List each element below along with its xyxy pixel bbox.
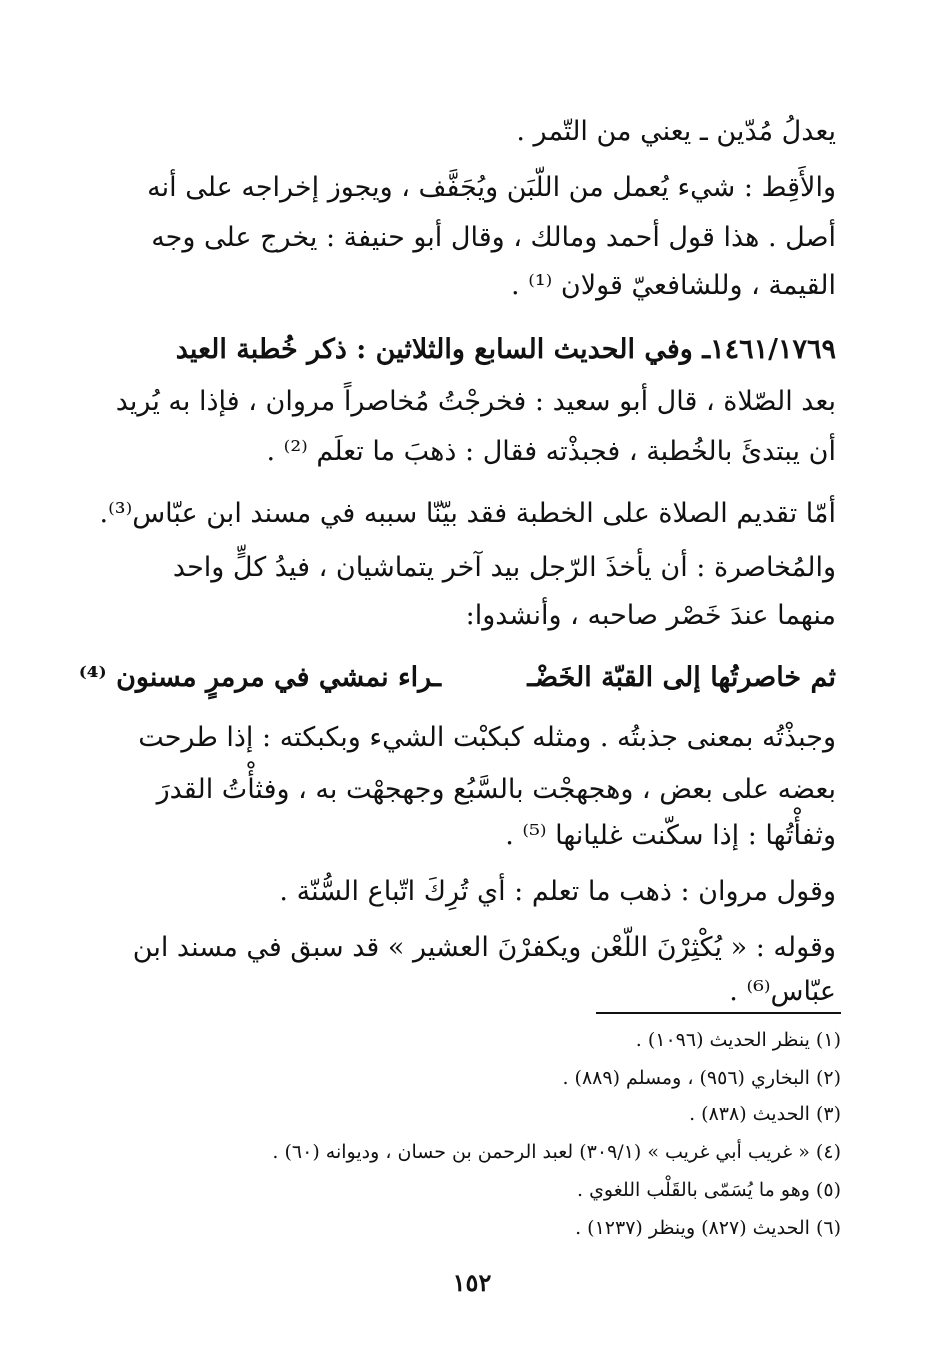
text-line: عبّاس⁽⁶⁾ . — [729, 976, 836, 1007]
text-line: أمّا تقديم الصلاة على الخطبة فقد بيّنّا سببه في مسند ابن عبّاس⁽³⁾. — [99, 498, 836, 529]
text-line: يعدلُ مُدّين ـ يعني من التّمر . — [516, 116, 836, 147]
text-line: بعد الصّلاة ، قال أبو سعيد : فخرجْتُ مُخاصراً مروان ، فإذا به يُريد — [115, 386, 836, 417]
footnote: (١) ينظر الحديث (١٠٩٦) . — [635, 1029, 841, 1051]
footnote-separator — [596, 1012, 841, 1014]
text-line: والأَقِط : شيء يُعمل من اللّبَن ويُجَفَّف ، ويجوز إخراجه على أنه — [147, 172, 836, 203]
footnote: (٦) الحديث (٨٢٧) وينظر (١٢٣٧) . — [575, 1217, 841, 1239]
footnote: (٥) وهو ما يُسَمّى بالقَلْب اللغوي . — [576, 1179, 841, 1201]
text-line: وجبذْتُه بمعنى جذبتُه . ومثله كبكبْت الشيء وبكبكته : إذا طرحت — [138, 722, 836, 753]
text-line: أن يبتدئَ بالخُطبة ، فجبذْته فقال : ذهبَ ما تعلَم ⁽²⁾ . — [266, 436, 836, 467]
text-line: بعضه على بعض ، وهجهجْت بالسَّبُع وجهجهْت به ، وفثأْتُ القدرَ — [156, 774, 836, 805]
poem-second-hemistich: ـراء نمشي في مرمرٍ مسنون ⁽⁴⁾ — [78, 662, 441, 693]
poem-first-hemistich: ثم خاصرتُها إلى القبّة الخَضْـ — [527, 662, 836, 693]
text-line: وثفأْتُها : إذا سكّنت غليانها ⁽⁵⁾ . — [505, 820, 836, 851]
footnote: (٢) البخاري (٩٥٦) ، ومسلم (٨٨٩) . — [562, 1067, 841, 1089]
text-line: أصل . هذا قول أحمد ومالك ، وقال أبو حنيفة : يخرج على وجه — [151, 222, 836, 253]
text-line: القيمة ، وللشافعيّ قولان ⁽¹⁾ . — [511, 270, 836, 301]
poem-verse — [78, 662, 836, 706]
page-number: ١٥٢ — [452, 1268, 492, 1297]
text-line: وقوله : « يُكْثِرْنَ اللّعْن ويكفرْنَ العشير » قد سبق في مسند ابن — [132, 932, 836, 963]
text-line: منهما عندَ خَصْر صاحبه ، وأنشدوا: — [465, 600, 836, 631]
text-line: والمُخاصرة : أن يأخذَ الرّجل بيد آخر يتماشيان ، فيدُ كلٍّ واحد — [172, 552, 836, 583]
hadith-heading: ١٤٦١/١٧٦٩ـ وفي الحديث السابع والثلاثين : ذكر خُطبة العيد — [175, 334, 836, 365]
footnote: (٤) « غريب أبي غريب » (٣٠٩/١) لعبد الرحمن بن حسان ، وديوانه (٦٠) . — [272, 1141, 841, 1163]
footnote: (٣) الحديث (٨٣٨) . — [689, 1103, 841, 1125]
text-line: وقول مروان : ذهب ما تعلم : أي تُرِكَ اتّباع السُّنّة . — [279, 876, 836, 907]
